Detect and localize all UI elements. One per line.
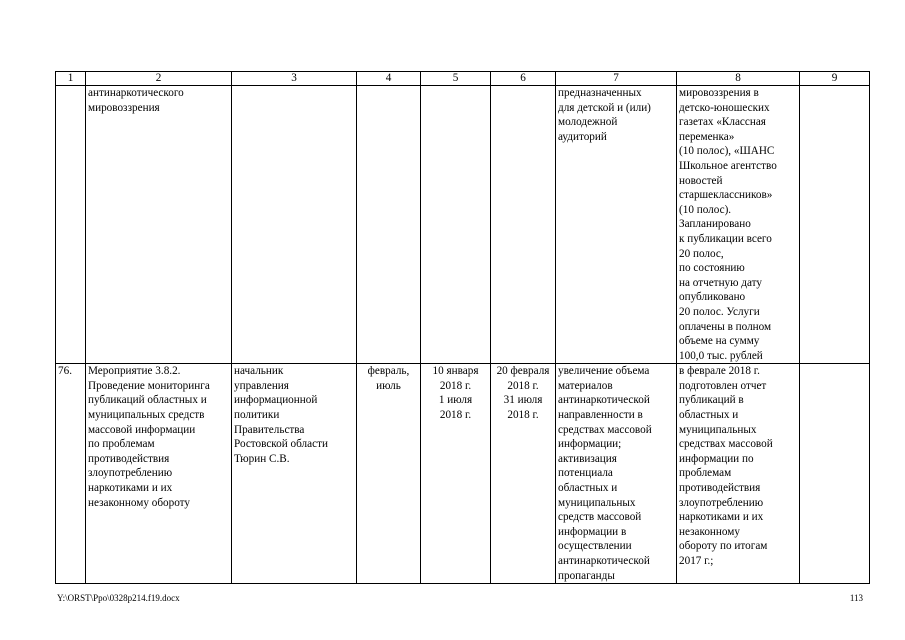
notes-cell — [800, 364, 870, 584]
table-row-continued — [56, 86, 870, 364]
column-number: 2 — [86, 72, 232, 86]
column-number: 7 — [556, 72, 677, 86]
footer-page-number: 113 — [849, 593, 863, 603]
activity-name-cell: антинаркотического мировоззрения — [86, 86, 232, 364]
column-number: 5 — [421, 72, 491, 86]
footer-file-path: Y:\ORST\Ppo\0328p214.f19.docx — [57, 593, 180, 603]
responsible-cell — [232, 86, 357, 364]
column-number: 9 — [800, 72, 870, 86]
row-number-cell — [56, 86, 86, 364]
responsible-cell: начальник управления информационной политики Правительства Ростовской области Тюрин С.В. — [232, 364, 357, 584]
column-number: 8 — [677, 72, 800, 86]
period-cell: февраль, июль — [357, 364, 421, 584]
activity-name-cell: Мероприятие 3.8.2. Проведение мониторинга публикаций областных и муниципальных средств массовой информации по проблемам противодействия злоупотреблению наркотиками и их незаконному обороту — [86, 364, 232, 584]
table-row-76 — [56, 364, 870, 584]
expected-result-cell: предназначенных для детской и (или) молодежной аудиторий — [556, 86, 677, 364]
column-number: 6 — [491, 72, 556, 86]
column-number: 1 — [56, 72, 86, 86]
expected-result-cell: увеличение объема материалов антинаркотической направленности в средствах массовой информации; активизация потенциала областных и муниципальных средств массовой информации в осуществлении антинаркотической пропаганды — [556, 364, 677, 584]
period-cell — [357, 86, 421, 364]
column-number: 3 — [232, 72, 357, 86]
actual-result-cell: мировоззрения в детско-юношеских газетах «Классная переменка» (10 полос), «ШАНС Школьное агентство новостей старшеклассников» (10 полос). Запланировано к публикации всего 20 полос, по состоянию на отчетную дату опубликовано 20 полос. Услуги оплачены в полном объеме на сумму 100,0 тыс. рублей — [677, 86, 800, 364]
column-number: 4 — [357, 72, 421, 86]
start-date-cell — [421, 86, 491, 364]
column-number-row — [56, 72, 870, 86]
notes-cell — [800, 86, 870, 364]
report-table — [55, 71, 870, 584]
end-date-cell — [491, 86, 556, 364]
actual-result-cell: в феврале 2018 г. подготовлен отчет публикаций в областных и муниципальных средствах массовой информации по проблемам противодействия злоупотреблению наркотиками и их незаконному обороту по итогам 2017 г.; — [677, 364, 800, 584]
start-date-cell: 10 января 2018 г. 1 июля 2018 г. — [421, 364, 491, 584]
row-number-cell: 76. — [56, 364, 86, 584]
end-date-cell: 20 февраля 2018 г. 31 июля 2018 г. — [491, 364, 556, 584]
